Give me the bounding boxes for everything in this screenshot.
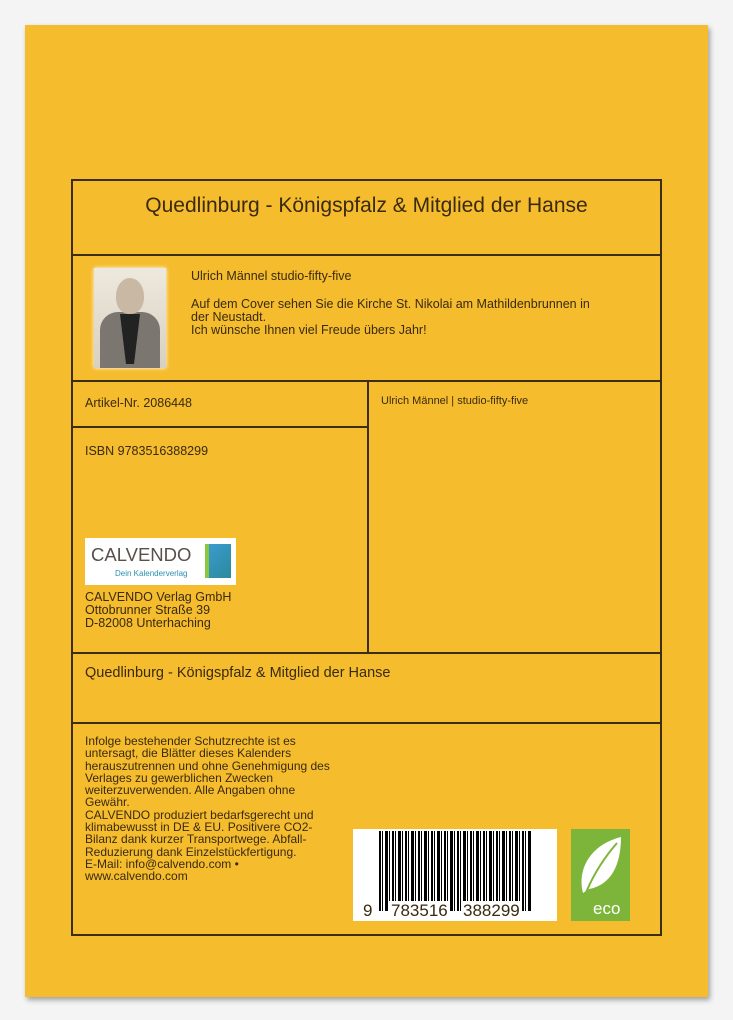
copyright-text: Ulrich Männel | studio-fifty-five: [381, 395, 529, 407]
calendar-page-icon: [205, 544, 231, 578]
calvendo-logo: [85, 538, 236, 585]
isbn: ISBN 9783516388299: [85, 444, 209, 458]
logo-name: CALVENDO: [91, 544, 192, 565]
eco-label: eco: [593, 899, 621, 918]
author-photo: [94, 268, 166, 368]
publisher-address: CALVENDO Verlag GmbH Ottobrunner Straße 39 D-82008 Unterhaching: [85, 590, 232, 630]
eco-badge: [571, 829, 630, 921]
subtitle-section: [71, 652, 662, 724]
author-name: Ulrich Männel studio-fifty-five: [191, 269, 352, 283]
copyright-section: [367, 380, 662, 654]
leaf-icon: [571, 831, 630, 901]
barcode-bars: [379, 831, 531, 911]
subtitle: Quedlinburg - Königspfalz & Mitglied der Hanse: [85, 665, 391, 681]
barcode-digit-first: 9: [363, 901, 373, 920]
barcode-digits-left: 783516: [391, 901, 448, 920]
logo-tagline: Dein Kalenderverlag: [115, 569, 188, 578]
author-description: Auf dem Cover sehen Sie die Kirche St. Nikolai am Mathildenbrunnen in der Neustadt. Ich wünsche Ihnen viel Freude übers Jahr!: [191, 297, 590, 337]
page-title: Quedlinburg - Königspfalz & Mitglied der Hanse: [145, 194, 588, 217]
isbn-barcode: [353, 829, 557, 921]
legal-text: Infolge bestehender Schutzrechte ist es untersagt, die Blätter dieses Kalenders herauszutrennen und ohne Genehmigung des Verlages zu gewerblichen Zwecken weiterzuverwenden. Alle Angaben ohne Gewähr. CALVENDO produziert bedarfsgerecht und klimabewusst in DE & EU. Positivere CO2- Bilanz dank kurzer Transportwege. Abfall- Reduzierung dank Einzelstückfertigung. E-Mail: info@calvendo.com • www.calvendo.com: [85, 734, 330, 884]
article-number: Artikel-Nr. 2086448: [85, 396, 193, 410]
barcode-digits-right: 388299: [463, 901, 520, 920]
